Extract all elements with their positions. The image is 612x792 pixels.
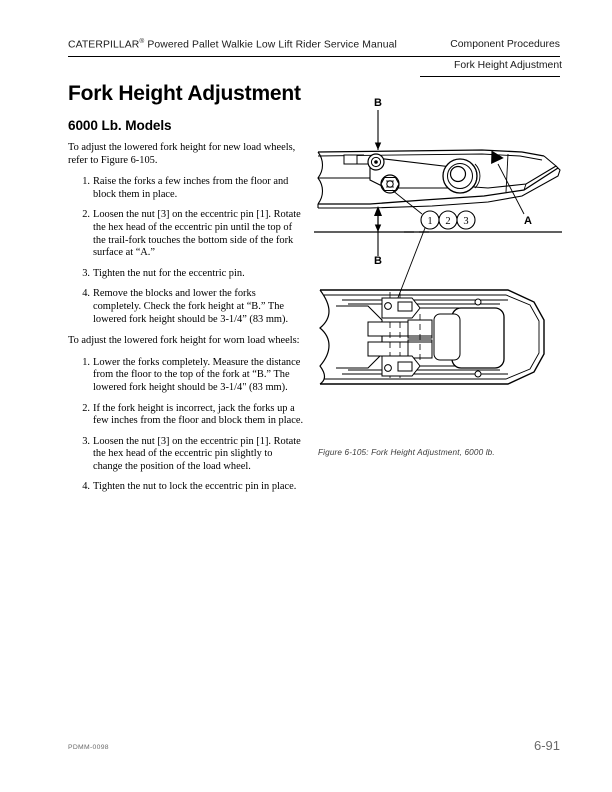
list-item-text: Tighten the nut for the eccentric pin. — [93, 267, 245, 279]
body-column — [68, 142, 304, 503]
list-item-number: 1. — [82, 356, 90, 368]
header-section: Component Procedures — [450, 39, 560, 51]
callout-label-b-top: B — [374, 97, 382, 109]
header-subsection: Fork Height Adjustment — [454, 60, 562, 71]
list-item — [68, 209, 304, 259]
list-item-number: 1. — [82, 176, 90, 188]
nut-top — [398, 302, 412, 311]
header-rule-bottom — [420, 76, 560, 77]
list-item — [68, 403, 304, 428]
procedure-list-new-wheels — [68, 176, 304, 326]
registered-mark-icon: ® — [139, 38, 145, 45]
procedure-list-worn-wheels — [68, 357, 304, 494]
list-item-text: If the fork height is incorrect, jack the forks up a few inches from the floor and block them in place. — [93, 402, 304, 427]
section-subtitle: 6000 Lb. Models — [68, 118, 172, 133]
page-header — [68, 38, 560, 50]
intro-worn-wheels: To adjust the lowered fork height for worn load wheels: — [68, 335, 300, 347]
callout-label-b-bottom: B — [374, 255, 382, 267]
list-item — [68, 268, 304, 281]
fork-assembly-drawing — [312, 92, 564, 464]
list-item-number: 4. — [82, 481, 90, 493]
list-item-number: 3. — [82, 267, 90, 279]
list-item-text: Raise the forks a few inches from the floor and block them in place. — [93, 176, 289, 200]
nut-bottom — [398, 362, 412, 371]
list-item — [68, 357, 304, 395]
list-item-text: Tighten the nut to lock the eccentric pin in place. — [93, 481, 297, 493]
callout-label-1: 1 — [427, 216, 433, 227]
list-item-text: Loosen the nut [3] on the eccentric pin [1]. Rotate the hex head of the eccentric pin until the top of the trail-fork touches the bottom side of the fork surface at “A.” — [93, 209, 301, 259]
plan-break-line — [320, 290, 329, 384]
callout-label-2: 2 — [445, 216, 451, 227]
header-title-rest: Powered Pallet Walkie Low Lift Rider Service Manual — [144, 39, 397, 51]
footer-page-number: 6-91 — [533, 738, 560, 753]
bracket — [344, 155, 357, 164]
list-item-text: Loosen the nut [3] on the eccentric pin [1]. Rotate the hex head of the eccentric pin slightly to change the position of the load wheel. — [93, 435, 301, 472]
list-item — [68, 481, 304, 494]
list-item-number: 2. — [82, 209, 90, 221]
list-item — [68, 176, 304, 201]
list-item — [68, 436, 304, 474]
header-brand: CATERPILLAR — [68, 39, 140, 51]
header-manual-title — [68, 38, 397, 50]
callout-label-3: 3 — [463, 216, 469, 227]
figure-caption: Figure 6-105: Fork Height Adjustment, 6000 lb. — [318, 448, 495, 457]
list-item — [68, 288, 304, 326]
page-title: Fork Height Adjustment — [68, 82, 301, 105]
list-item-number: 2. — [82, 402, 90, 414]
leader-line-a — [498, 164, 524, 214]
figure-illustration — [312, 92, 564, 464]
list-item-number: 3. — [82, 435, 90, 447]
leader-line-1-down — [394, 228, 425, 308]
callout-label-a: A — [524, 215, 532, 227]
footer-document-number: PDMM-0098 — [68, 744, 109, 751]
list-item-text: Lower the forks completely. Measure the distance from the floor to the top of the fork at “B.” The lowered fork height should be 3-1/4" (83 mm). — [93, 356, 301, 393]
list-item-number: 4. — [82, 288, 90, 300]
intro-new-wheels: To adjust the lowered fork height for new load wheels, refer to Figure 6-105. — [68, 142, 296, 166]
list-item-text: Remove the blocks and lower the forks completely. Check the fork height at “B.” The lowered fork height should be 3-1/4” (83 mm). — [93, 288, 289, 325]
header-rule-top — [68, 56, 560, 57]
wheel-well — [336, 306, 382, 368]
